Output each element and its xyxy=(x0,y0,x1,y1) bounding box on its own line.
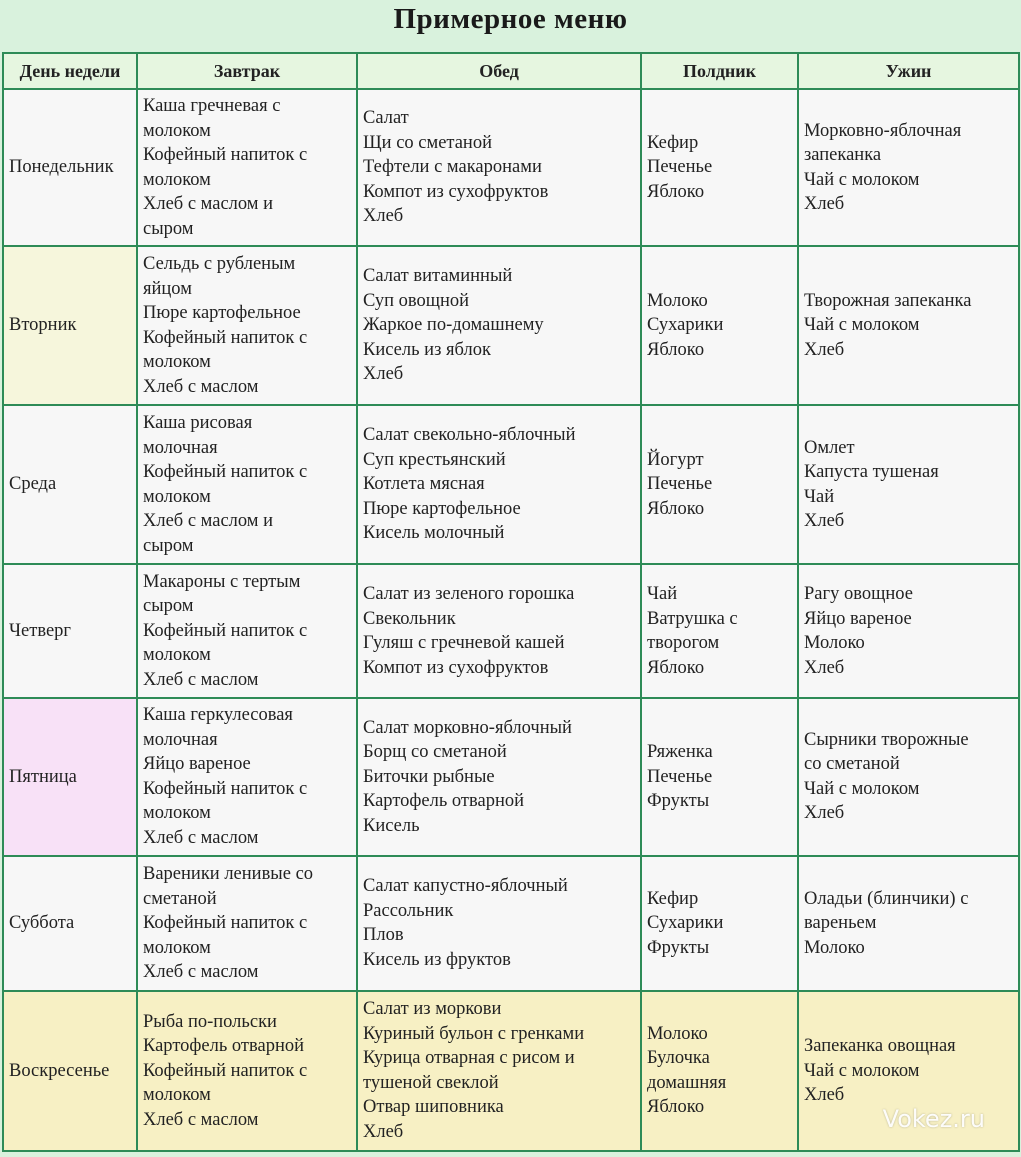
dinner-item: Хлеб xyxy=(804,803,845,824)
dinner-item: Хлеб xyxy=(804,657,845,678)
lunch-item: Салат капустно-яблочный xyxy=(363,876,568,897)
breakfast-item: Хлеб с маслом xyxy=(143,827,259,848)
breakfast-item: Кофейный напиток с xyxy=(143,462,308,483)
breakfast-item: Рыба по-польски xyxy=(143,1011,277,1032)
breakfast-item: Картофель отварной xyxy=(143,1036,304,1056)
lunch-cell xyxy=(357,564,641,697)
breakfast-cell xyxy=(137,405,357,564)
dinner-item: Хлеб xyxy=(804,339,845,360)
snack-item: Печенье xyxy=(647,157,713,178)
lunch-item: Котлета мясная xyxy=(363,474,485,495)
lunch-item: Хлеб xyxy=(363,364,404,385)
dinner-cell xyxy=(798,856,1019,990)
snack-cell xyxy=(641,405,798,564)
snack-item: Кефир xyxy=(647,888,699,909)
snack-cell xyxy=(641,698,798,856)
watermark: Vokez.ru xyxy=(882,1105,985,1133)
snack-item: Яблоко xyxy=(647,1097,705,1118)
dinner-item: Морковно-яблочная xyxy=(804,120,962,141)
breakfast-item: Кофейный напиток с xyxy=(143,778,308,799)
snack-item: Молоко xyxy=(647,1023,708,1044)
lunch-item: Суп овощной xyxy=(363,290,470,311)
header-day: День недели xyxy=(3,53,137,89)
header-row xyxy=(3,53,1019,89)
dinner-item: Молоко xyxy=(804,633,865,653)
lunch-item: Кисель из фруктов xyxy=(363,949,511,970)
lunch-item: Салат морковно-яблочный xyxy=(363,717,572,738)
dinner-item: Хлеб xyxy=(804,511,845,532)
snack-item: Яблоко xyxy=(647,498,705,519)
breakfast-item: Кофейный напиток с xyxy=(143,327,308,348)
header-snack: Полдник xyxy=(641,53,798,89)
breakfast-item: молоком xyxy=(143,169,211,190)
lunch-item: Биточки рыбные xyxy=(363,766,495,787)
dinner-item: Капуста тушеная xyxy=(804,462,939,483)
lunch-item: Курица отварная с рисом и xyxy=(363,1048,575,1069)
dinner-item: Яйцо вареное xyxy=(804,608,912,629)
snack-item: Булочка xyxy=(647,1048,710,1069)
lunch-cell xyxy=(357,698,641,856)
breakfast-cell xyxy=(137,856,357,990)
header-dinner: Ужин xyxy=(798,53,1019,89)
breakfast-item: молоком xyxy=(143,1085,211,1105)
day-cell: Воскресенье xyxy=(3,991,137,1152)
snack-item: домашняя xyxy=(647,1072,727,1093)
snack-cell xyxy=(641,89,798,246)
lunch-item: Салат свекольно-яблочный xyxy=(363,425,576,446)
snack-item: Йогурт xyxy=(647,449,704,470)
header-breakfast: Завтрак xyxy=(137,53,357,89)
header-lunch: Обед xyxy=(357,53,641,89)
lunch-item: Компот из сухофруктов xyxy=(363,657,549,678)
lunch-cell xyxy=(357,405,641,564)
dinner-item: вареньем xyxy=(804,913,877,934)
dinner-item: запеканка xyxy=(804,145,882,166)
lunch-item: Салат xyxy=(363,108,409,129)
lunch-item: Куриный бульон с гренками xyxy=(363,1023,585,1044)
snack-cell xyxy=(641,246,798,404)
lunch-item: Салат из моркови xyxy=(363,999,502,1020)
breakfast-cell xyxy=(137,698,357,856)
lunch-item: Хлеб xyxy=(363,206,404,227)
lunch-item: Картофель отварной xyxy=(363,791,524,812)
breakfast-item: молоком xyxy=(143,486,211,507)
breakfast-item: молочная xyxy=(143,729,218,750)
breakfast-item: Пюре картофельное xyxy=(143,303,301,324)
snack-item: Сухарики xyxy=(647,913,724,934)
dinner-cell xyxy=(798,698,1019,856)
dinner-cell xyxy=(798,564,1019,697)
table-row xyxy=(3,405,1019,564)
dinner-cell xyxy=(798,89,1019,246)
breakfast-item: молоком xyxy=(143,645,211,666)
snack-cell xyxy=(641,991,798,1152)
breakfast-item: Каша рисовая xyxy=(143,413,253,434)
lunch-item: Свекольник xyxy=(363,608,456,629)
lunch-item: Кисель молочный xyxy=(363,523,505,544)
breakfast-item: сыром xyxy=(143,218,194,239)
menu-table xyxy=(2,52,1020,1152)
day-cell: Пятница xyxy=(3,698,137,856)
lunch-cell xyxy=(357,246,641,404)
breakfast-item: Каша гречневая с xyxy=(143,96,281,117)
dinner-item: Творожная запеканка xyxy=(804,290,972,311)
dinner-item: Чай с молоком xyxy=(804,315,920,336)
lunch-cell xyxy=(357,991,641,1152)
breakfast-item: молоком xyxy=(143,803,211,824)
breakfast-item: сметаной xyxy=(143,888,217,909)
lunch-item: Отвар шиповника xyxy=(363,1097,504,1118)
menu-body xyxy=(3,89,1019,1151)
lunch-item: Рассольник xyxy=(363,900,454,921)
snack-item: Фрукты xyxy=(647,937,710,958)
dinner-item: Молоко xyxy=(804,937,865,958)
lunch-item: Плов xyxy=(363,925,404,946)
snack-item: Кефир xyxy=(647,132,699,153)
breakfast-item: Хлеб с маслом и xyxy=(143,511,274,532)
lunch-item: Тефтели с макаронами xyxy=(363,157,542,178)
snack-item: Яблоко xyxy=(647,657,705,678)
dinner-item: Чай с молоком xyxy=(804,1060,920,1081)
breakfast-item: Хлеб с маслом и xyxy=(143,194,274,215)
day-cell: Понедельник xyxy=(3,89,137,246)
snack-item: Сухарики xyxy=(647,315,724,336)
dinner-item: Чай xyxy=(804,486,835,507)
breakfast-item: Хлеб с маслом xyxy=(143,962,259,983)
breakfast-item: Яйцо вареное xyxy=(143,754,251,775)
breakfast-item: яйцом xyxy=(143,278,192,299)
snack-item: Молоко xyxy=(647,290,708,311)
snack-item: Чай xyxy=(647,584,678,604)
breakfast-item: Вареники ленивые со xyxy=(143,864,314,885)
snack-item: Печенье xyxy=(647,474,713,495)
table-row xyxy=(3,89,1019,246)
day-cell: Среда xyxy=(3,405,137,564)
dinner-item: Запеканка овощная xyxy=(804,1036,956,1056)
table-row xyxy=(3,698,1019,856)
lunch-item: Хлеб xyxy=(363,1121,404,1142)
breakfast-item: Хлеб с маслом xyxy=(143,376,259,397)
snack-item: Печенье xyxy=(647,766,713,787)
lunch-item: Борщ со сметаной xyxy=(363,742,507,763)
breakfast-cell xyxy=(137,991,357,1152)
lunch-item: Компот из сухофруктов xyxy=(363,181,549,202)
day-cell: Суббота xyxy=(3,856,137,990)
snack-item: Ряженка xyxy=(647,742,713,763)
dinner-item: со сметаной xyxy=(804,754,900,775)
lunch-cell xyxy=(357,856,641,990)
lunch-item: Гуляш с гречневой кашей xyxy=(363,633,565,653)
breakfast-item: Кофейный напиток с xyxy=(143,1060,308,1081)
lunch-item: Пюре картофельное xyxy=(363,498,521,519)
dinner-item: Рагу овощное xyxy=(804,584,913,604)
dinner-item: Чай с молоком xyxy=(804,169,920,190)
day-cell: Вторник xyxy=(3,246,137,404)
dinner-item: Чай с молоком xyxy=(804,778,920,799)
page-title: Примерное меню xyxy=(393,3,628,35)
dinner-item: Хлеб xyxy=(804,194,845,215)
lunch-cell xyxy=(357,89,641,246)
table-row xyxy=(3,246,1019,404)
breakfast-item: Кофейный напиток с xyxy=(143,913,308,934)
snack-cell xyxy=(641,856,798,990)
breakfast-item: Макароны с тертым xyxy=(143,571,301,592)
lunch-item: тушеной свеклой xyxy=(363,1072,499,1093)
snack-item: Яблоко xyxy=(647,181,705,202)
table-row xyxy=(3,856,1019,990)
breakfast-item: молоком xyxy=(143,937,211,958)
breakfast-cell xyxy=(137,564,357,697)
lunch-item: Кисель xyxy=(363,815,420,836)
dinner-item: Оладьи (блинчики) с xyxy=(804,888,969,909)
breakfast-item: Сельдь с рубленым xyxy=(143,254,296,275)
breakfast-item: молочная xyxy=(143,437,218,458)
dinner-cell xyxy=(798,246,1019,404)
table-row xyxy=(3,991,1019,1152)
table-row xyxy=(3,564,1019,697)
lunch-item: Кисель из яблок xyxy=(363,339,491,360)
breakfast-item: Кофейный напиток с xyxy=(143,620,308,641)
lunch-item: Суп крестьянский xyxy=(363,449,506,470)
breakfast-item: сыром xyxy=(143,535,194,556)
dinner-item: Сырники творожные xyxy=(804,729,969,750)
breakfast-cell xyxy=(137,246,357,404)
lunch-item: Щи со сметаной xyxy=(363,132,492,153)
breakfast-item: молоком xyxy=(143,120,211,141)
day-cell: Четверг xyxy=(3,564,137,697)
breakfast-item: молоком xyxy=(143,352,211,373)
snack-item: Яблоко xyxy=(647,339,705,360)
breakfast-item: Хлеб с маслом xyxy=(143,669,259,690)
snack-item: Ватрушка с xyxy=(647,608,738,629)
snack-item: Фрукты xyxy=(647,791,710,812)
breakfast-item: Хлеб с маслом xyxy=(143,1109,259,1130)
lunch-item: Жаркое по-домашнему xyxy=(363,315,544,336)
dinner-item: Омлет xyxy=(804,437,855,458)
dinner-item: Хлеб xyxy=(804,1085,845,1105)
breakfast-item: Каша геркулесовая xyxy=(143,705,293,726)
breakfast-item: сыром xyxy=(143,596,194,617)
breakfast-item: Кофейный напиток с xyxy=(143,145,308,166)
breakfast-cell xyxy=(137,89,357,246)
dinner-cell xyxy=(798,405,1019,564)
lunch-item: Салат витаминный xyxy=(363,266,513,287)
snack-cell xyxy=(641,564,798,697)
snack-item: творогом xyxy=(647,633,720,653)
lunch-item: Салат из зеленого горошка xyxy=(363,584,575,604)
